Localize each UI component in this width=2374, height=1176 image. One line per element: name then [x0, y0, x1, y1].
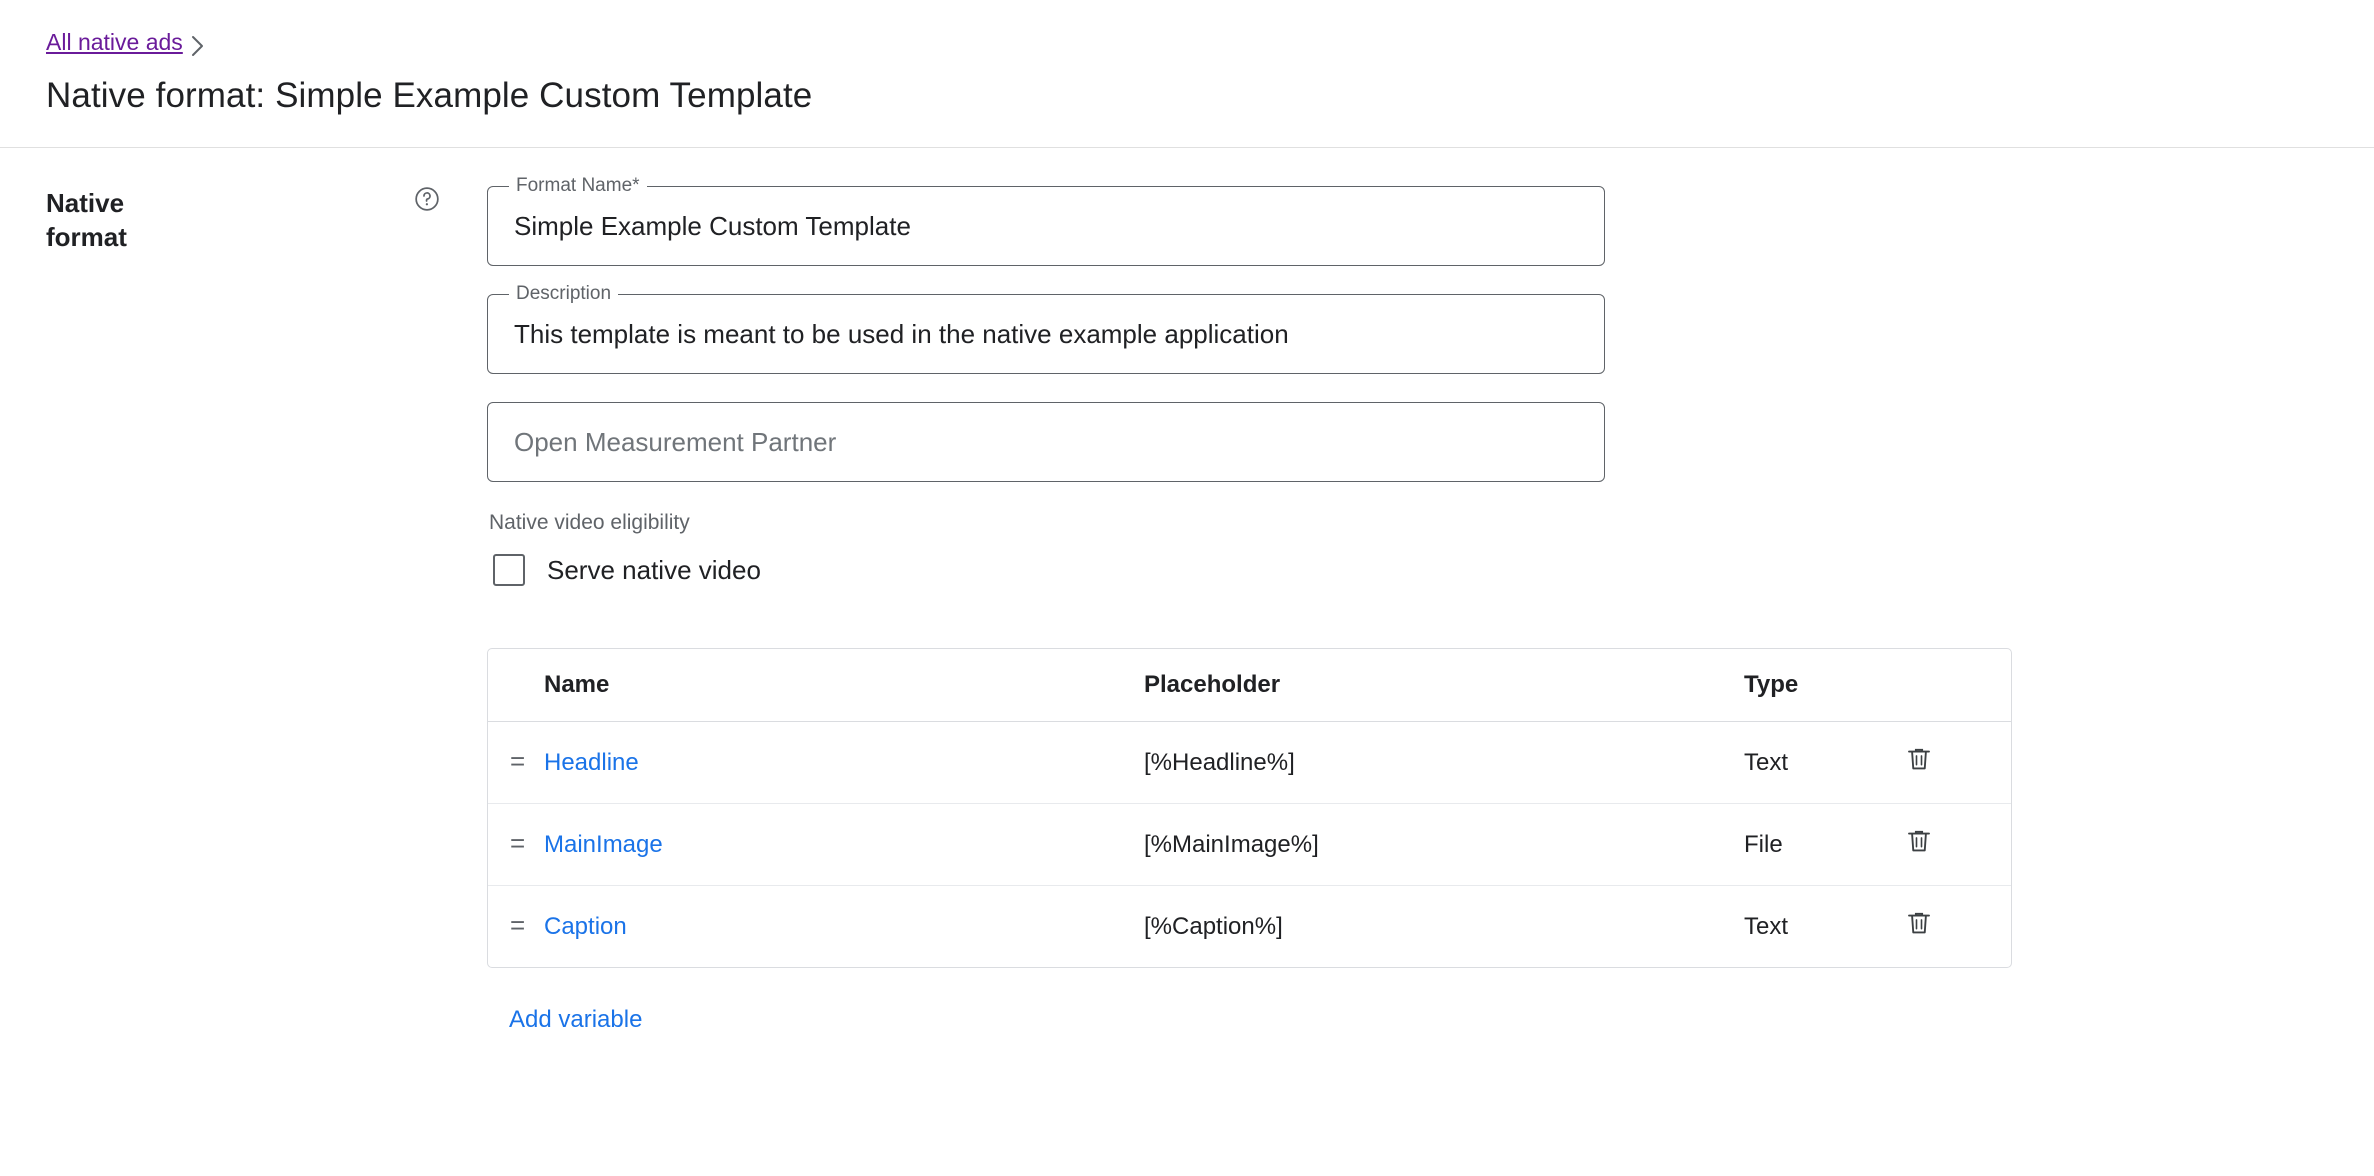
add-variable-button[interactable]: Add variable: [509, 1006, 643, 1033]
row-name-cell: [544, 722, 1144, 804]
open-measurement-partner-input[interactable]: Open Measurement Partner: [514, 426, 837, 457]
row-actions-cell: [1904, 722, 2012, 804]
row-name-cell: [544, 886, 1144, 968]
table-header-name: Name: [544, 649, 1144, 722]
table-header-row: [488, 649, 2012, 722]
table-header-type: Type: [1744, 649, 1904, 722]
trash-icon[interactable]: [1904, 908, 1934, 938]
row-placeholder-cell: [%MainImage%]: [1144, 804, 1744, 886]
drag-handle-icon[interactable]: =: [510, 828, 526, 858]
row-actions-cell: [1904, 804, 2012, 886]
trash-icon[interactable]: [1904, 826, 1934, 856]
main-content: [0, 148, 2374, 1034]
row-type-cell: Text: [1744, 722, 1904, 804]
help-circle-icon[interactable]: [414, 186, 440, 212]
drag-handle-icon[interactable]: =: [510, 746, 526, 776]
variable-link-headline[interactable]: Headline: [544, 748, 639, 776]
chevron-right-icon: [191, 35, 205, 49]
section-label-column: [0, 186, 440, 1034]
table-row: [488, 804, 2012, 886]
form-column: [487, 175, 1799, 1034]
table-row: [488, 886, 2012, 968]
native-video-eligibility-label: Native video eligibility: [489, 511, 690, 534]
row-placeholder-cell: [%Caption%]: [1144, 912, 1283, 940]
table-header-placeholder: Placeholder: [1144, 649, 1744, 722]
format-name-field[interactable]: [487, 175, 1605, 266]
open-measurement-partner-field[interactable]: [487, 402, 1605, 482]
row-drag-cell: [488, 804, 544, 886]
breadcrumb: [46, 26, 2374, 58]
serve-native-video-checkbox[interactable]: [493, 554, 525, 586]
section-title-native-format: Native format: [46, 188, 127, 252]
serve-native-video-row[interactable]: [493, 554, 761, 586]
format-name-label: Format Name*: [509, 175, 647, 197]
variable-link-caption[interactable]: Caption: [544, 912, 627, 940]
row-name-cell: [544, 804, 1144, 886]
row-type-cell: File: [1744, 804, 1904, 886]
page-header: [0, 0, 2374, 148]
variables-table: [487, 648, 2012, 968]
row-actions-cell: [1904, 886, 2012, 968]
row-placeholder-cell: [%Headline%]: [1144, 722, 1744, 804]
description-label: Description: [509, 283, 618, 305]
description-input[interactable]: This template is meant to be used in the native example application: [514, 318, 1289, 349]
breadcrumb-link-all-native-ads[interactable]: All native ads: [46, 28, 183, 55]
row-drag-cell: [488, 722, 544, 804]
table-row: [488, 722, 2012, 804]
drag-handle-icon[interactable]: =: [510, 910, 526, 940]
format-name-input[interactable]: Simple Example Custom Template: [514, 210, 911, 241]
description-field[interactable]: [487, 283, 1605, 374]
variable-link-mainimage[interactable]: MainImage: [544, 830, 663, 858]
table-header-actions: [1904, 649, 2012, 722]
row-drag-cell: [488, 886, 544, 968]
row-type-cell: Text: [1744, 912, 1789, 940]
table-header-drag: [488, 649, 544, 722]
page-title: Native format: Simple Example Custom Template: [46, 76, 813, 115]
serve-native-video-label: Serve native video: [547, 554, 761, 585]
trash-icon[interactable]: [1904, 744, 1934, 774]
